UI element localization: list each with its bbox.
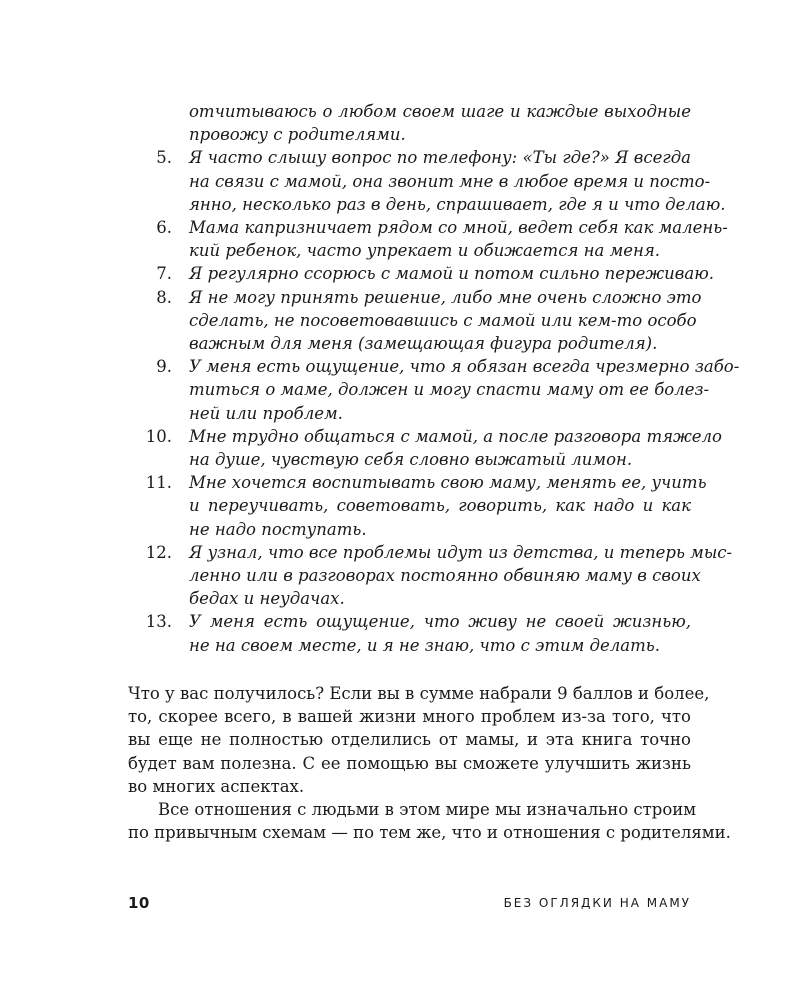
list-item <box>128 146 726 216</box>
list-item-number: 13. <box>145 612 172 632</box>
list-item-line: бедах и неудачах. <box>189 589 345 609</box>
list-item-line: Я регулярно ссорюсь с мамой и потом сильно переживаю. <box>189 264 714 284</box>
list-item-line: янно, несколько раз в день, спрашивает, где я и что делаю. <box>189 194 726 214</box>
list-item-line: на душе, чувствую себя словно выжатый лимон. <box>189 450 633 470</box>
list-item-line: титься о маме, должен и могу спасти маму от ее болез- <box>189 380 710 400</box>
list-item <box>128 286 702 356</box>
running-title: БЕЗ ОГЛЯДКИ НА МАМУ <box>503 896 691 910</box>
list-item-line: ленно или в разговорах постоянно обвиняю маму в своих <box>189 566 701 586</box>
list-item-line: У меня есть ощущение, что я обязан всегда чрезмерно забо- <box>189 357 740 377</box>
list-item-number: 11. <box>145 473 172 493</box>
list-item-line: кий ребенок, часто упрекает и обижается на меня. <box>189 241 661 261</box>
list-item-line: Мне хочется воспитывать свою маму, менять ее, учить <box>189 473 707 493</box>
paragraph <box>128 682 710 798</box>
list-item-line: Я не могу принять решение, либо мне очень сложно это <box>189 287 702 307</box>
list-item-line: Я часто слышу вопрос по телефону: «Ты где?» Я всегда <box>189 148 691 168</box>
list-item-number: 5. <box>156 148 172 168</box>
paragraph-line: Все отношения с людьми в этом мире мы изначально строим <box>158 800 697 820</box>
paragraph-line: будет вам полезна. С ее помощью вы сможете улучшить жизнь <box>128 753 691 773</box>
paragraph-line: Что у вас получилось? Если вы в сумме набрали 9 баллов и более, <box>128 684 710 703</box>
list-item-number: 12. <box>145 542 172 562</box>
paragraph-line: во многих аспектах. <box>128 776 305 796</box>
list-item-number: 10. <box>145 426 172 446</box>
list-item <box>128 262 714 285</box>
numbered-list <box>128 100 740 657</box>
list-item-line: и переучивать, советовать, говорить, как надо и как <box>189 496 691 516</box>
list-item-number: 9. <box>156 357 172 377</box>
list-item <box>128 471 707 541</box>
paragraph-line: то, скорее всего, в вашей жизни много проблем из-за того, что <box>128 707 691 727</box>
list-item-line: У меня есть ощущение, что живу не своей жизнью, <box>189 612 691 632</box>
list-item-line: сделать, не посоветовавшись с мамой или кем-то особо <box>189 310 697 330</box>
page-number: 10 <box>128 894 150 912</box>
list-item-number: 7. <box>156 264 172 284</box>
paragraph-line: вы еще не полностью отделились от мамы, и эта книга точно <box>128 730 691 750</box>
list-item <box>128 425 722 471</box>
list-item <box>128 355 740 425</box>
list-item-line: не надо поступать. <box>189 519 367 539</box>
list-item-line: Мама капризничает рядом со мной, ведет себя как малень- <box>189 218 728 238</box>
body-text <box>128 682 731 844</box>
list-item <box>128 541 733 611</box>
list-item-line: на связи с мамой, она звонит мне в любое время и посто- <box>189 171 711 191</box>
paragraph-line: по привычным схемам — по тем же, что и отношения с родителями. <box>128 823 731 843</box>
list-item-line: Мне трудно общаться с мамой, а после разговора тяжело <box>189 426 722 446</box>
list-item-line: отчитываюсь о любом своем шаге и каждые выходные <box>189 102 691 121</box>
list-item <box>128 610 691 656</box>
list-item-line: Я узнал, что все проблемы идут из детства, и теперь мыс- <box>189 542 733 562</box>
list-item-number: 6. <box>156 218 172 238</box>
list-item-line: важным для меня (замещающая фигура родителя). <box>189 334 658 354</box>
list-item <box>128 216 728 262</box>
paragraph <box>128 798 731 844</box>
list-item <box>128 100 691 146</box>
list-item-line: не на своем месте, и я не знаю, что с этим делать. <box>189 635 660 655</box>
list-item-line: провожу с родителями. <box>189 125 406 145</box>
list-item-line: ней или проблем. <box>189 403 343 423</box>
list-item-number: 8. <box>156 287 172 307</box>
